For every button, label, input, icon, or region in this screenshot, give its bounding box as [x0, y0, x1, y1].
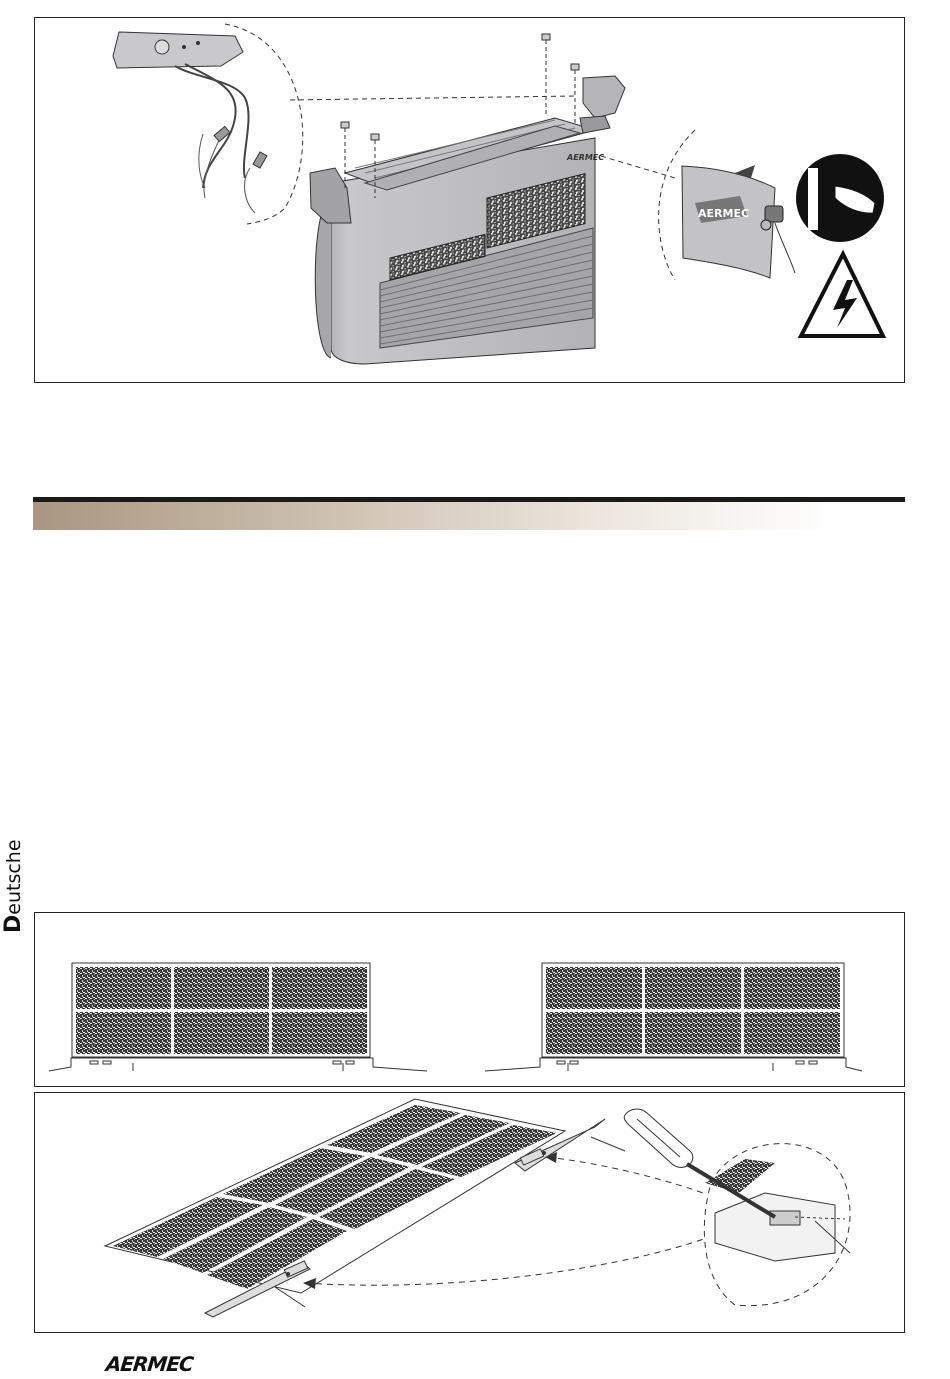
filter-variant-right	[485, 963, 862, 1071]
left-side-panel	[310, 168, 351, 223]
language-side-label: Deutsche	[1, 839, 26, 933]
panel-logo: AERMEC	[698, 207, 750, 220]
filter-variant-left	[49, 963, 427, 1071]
figure-filter-variants	[34, 912, 905, 1087]
fan-coil-unit	[310, 76, 625, 364]
footer-aermec-logo: AERMEC	[104, 1352, 195, 1376]
cabinet-illustration	[35, 18, 906, 384]
filter-panel-perspective	[105, 1099, 565, 1293]
unit-logo: AERMEC	[567, 153, 605, 162]
electric-hazard-icon	[801, 254, 883, 336]
wiring-detail	[113, 32, 267, 213]
clip-detail-zoom	[704, 1144, 850, 1306]
filter-variants-illustration	[35, 913, 906, 1088]
section-header-band	[33, 502, 905, 530]
filter-removal-illustration	[35, 1093, 906, 1334]
hand-switch-icon	[796, 154, 884, 242]
detail-callout-line	[290, 96, 575, 100]
control-panel-cover	[682, 165, 775, 278]
right-side-panel	[583, 76, 625, 118]
figure-filter-removal	[34, 1092, 905, 1333]
figure-cabinet-disassembly	[34, 17, 905, 383]
